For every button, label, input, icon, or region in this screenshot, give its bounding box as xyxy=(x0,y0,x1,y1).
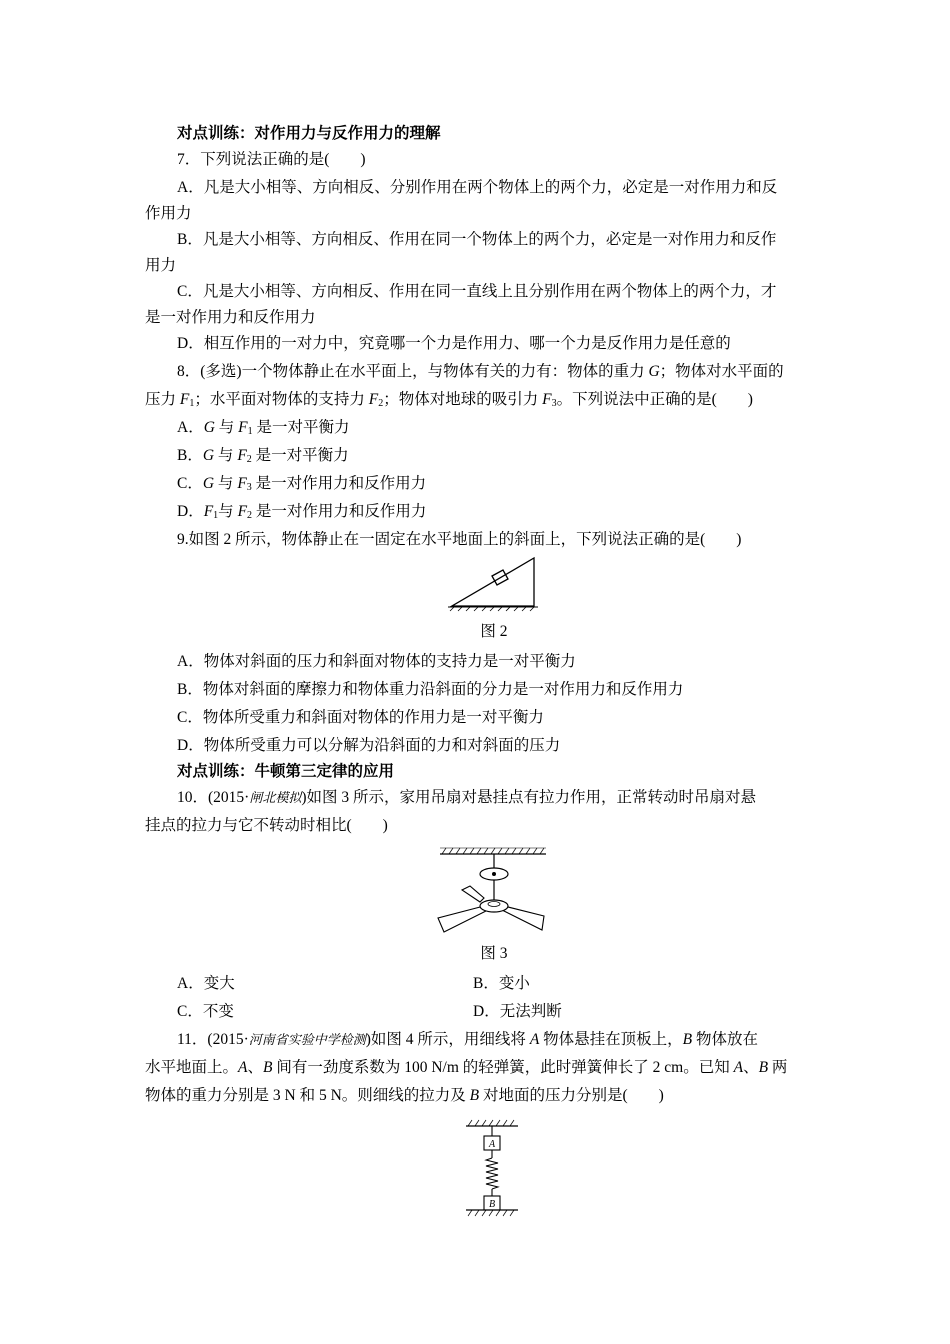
q10-option-d: D．无法判断 xyxy=(473,1003,562,1020)
q11-stem-line2: 水平地面上。A、B 间有一劲度系数为 100 N/m 的轻弹簧，此时弹簧伸长了 2 cm。已知 A、B 两 xyxy=(145,1059,788,1076)
block-b-label: B xyxy=(488,1199,496,1210)
q7-option-c-cont: 是一对作用力和反作用力 xyxy=(145,309,316,326)
q7-option-a-cont: 作用力 xyxy=(145,205,192,222)
section-title: 对点训练：牛顿第三定律的应用 xyxy=(177,763,395,780)
section-title: 对点训练：对作用力与反作用力的理解 xyxy=(177,125,441,142)
q8-stem-line1: 8．(多选)一个物体静止在水平面上，与物体有关的力有：物体的重力 G；物体对水平面的 xyxy=(177,363,784,380)
incline-figure xyxy=(440,552,540,612)
q9-option-a: A．物体对斜面的压力和斜面对物体的支持力是一对平衡力 xyxy=(177,653,576,670)
figure-2-caption: 图 2 xyxy=(480,623,508,640)
q8-stem-line2: 压力 $F_1$；水平面对物体的支持力 $F_2$；物体对地球的吸引力 $F_3$。下列说法中正确的是( ) xyxy=(145,391,753,409)
q11-stem-line3: 物体的重力分别是 3 N 和 5 N。则细线的拉力及 B 对地面的压力分别是( ) xyxy=(145,1087,664,1104)
q10-stem-line2: 挂点的拉力与它不转动时相比( ) xyxy=(145,817,388,834)
q10-stem-line1: 10．(2015·闸北模拟)如图 3 所示，家用吊扇对悬挂点有拉力作用，正常转动时吊扇对悬 xyxy=(177,789,757,806)
block-a-label: A xyxy=(488,1139,496,1150)
spring-blocks-figure xyxy=(460,1118,524,1222)
q7-option-b-cont: 用力 xyxy=(145,257,177,274)
q9-option-b: B．物体对斜面的摩擦力和物体重力沿斜面的分力是一对作用力和反作用力 xyxy=(177,681,684,698)
q8-option-b: B．G 与 $F_2$ 是一对平衡力 xyxy=(177,447,349,465)
q9-option-c: C．物体所受重力和斜面对物体的作用力是一对平衡力 xyxy=(177,709,544,726)
q7-option-c: C．凡是大小相等、方向相反、作用在同一直线上且分别作用在两个物体上的两个力，才 xyxy=(177,283,777,300)
q9-stem: 9.如图 2 所示，物体静止在一固定在水平地面上的斜面上，下列说法正确的是( ) xyxy=(177,531,742,548)
ceiling-fan-figure xyxy=(432,840,552,940)
q10-option-b: B．变小 xyxy=(473,975,530,992)
q7-option-d: D．相互作用的一对力中，究竟哪一个力是作用力、哪一个力是反作用力是任意的 xyxy=(177,335,731,352)
q11-stem-line1: 11．(2015·河南省实验中学检测)如图 4 所示，用细线将 A 物体悬挂在顶板上，B 物体放在 xyxy=(177,1031,759,1048)
q7-option-b: B．凡是大小相等、方向相反、作用在同一个物体上的两个力，必定是一对作用力和反作 xyxy=(177,231,777,248)
figure-3-caption: 图 3 xyxy=(480,945,508,962)
q8-option-a: A．G 与 $F_1$ 是一对平衡力 xyxy=(177,419,350,437)
q7-stem: 7．下列说法正确的是( ) xyxy=(177,151,366,168)
q8-option-c: C．G 与 $F_3$ 是一对作用力和反作用力 xyxy=(177,475,427,493)
q9-option-d: D．物体所受重力可以分解为沿斜面的力和对斜面的压力 xyxy=(177,737,561,754)
q8-option-d: D．$F_1$与 $F_2$ 是一对作用力和反作用力 xyxy=(177,503,427,521)
q10-option-c: C．不变 xyxy=(177,1003,234,1020)
q10-option-a: A．变大 xyxy=(177,975,235,992)
q7-option-a: A．凡是大小相等、方向相反、分别作用在两个物体上的两个力，必定是一对作用力和反 xyxy=(177,179,778,196)
